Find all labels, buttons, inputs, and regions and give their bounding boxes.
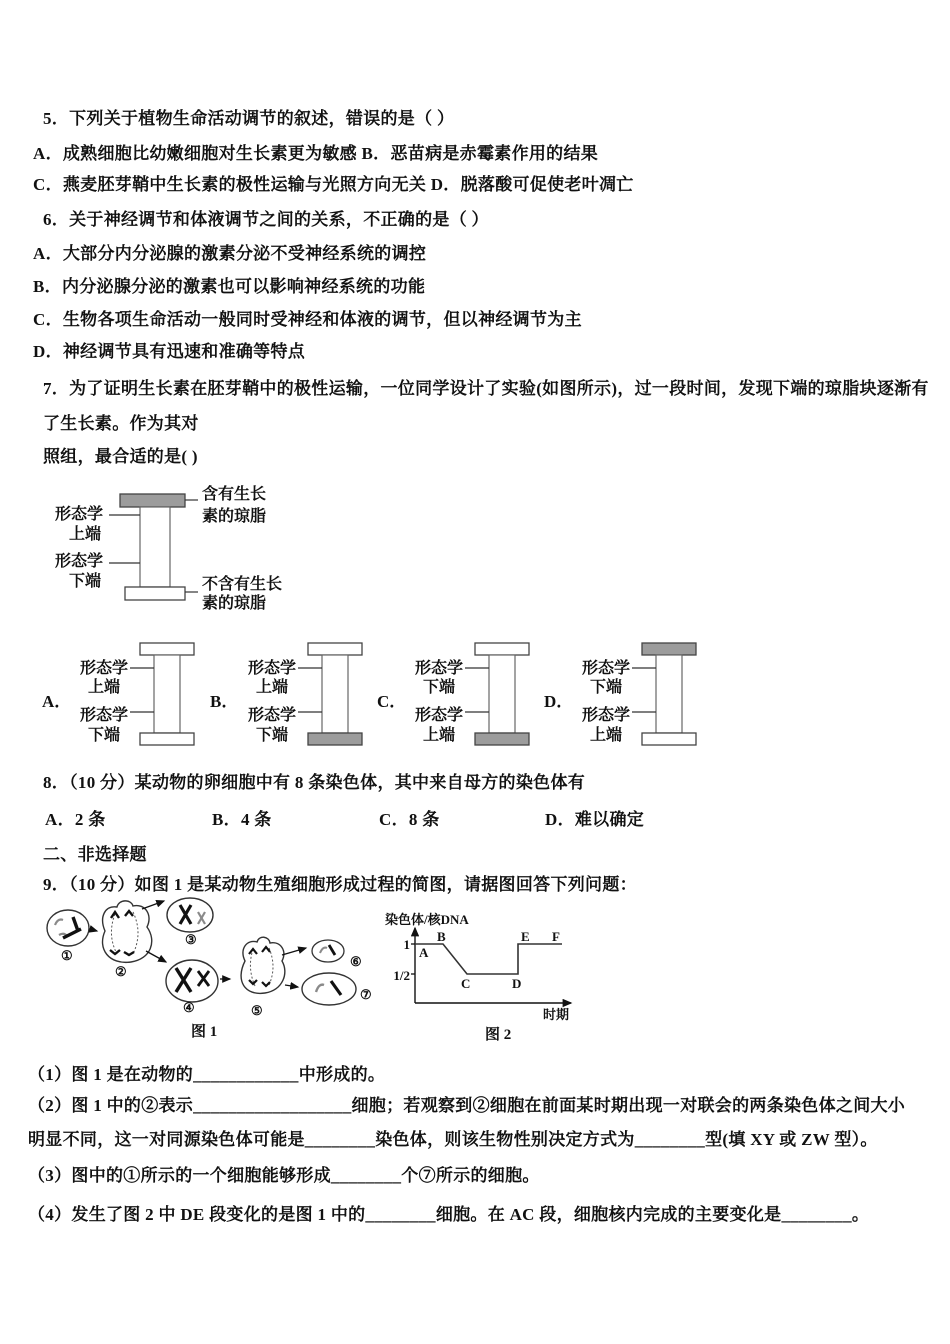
cell-3: [167, 898, 213, 932]
q8-option-d: D．难以确定: [545, 810, 645, 829]
agar-block-bottom: [642, 733, 696, 745]
q7-option-b-figure: [208, 633, 368, 755]
cell-6-label: ⑥: [350, 954, 362, 969]
label-morph: 形态学: [414, 707, 464, 724]
figure1-caption: 图 1: [191, 1024, 218, 1040]
label-morph: 形态学: [581, 660, 631, 677]
q7-stem-line1: 7．为了证明生长素在胚芽鞘中的极性运输，一位同学设计了实验(如图所示)，过一段时间，发现下端的琼脂块逐渐有: [43, 379, 929, 398]
q9-figure1-cell-diagram: [35, 893, 390, 1045]
q5-options-ab: A．成熟细胞比幼嫩细胞对生长素更为敏感 B．恶苗病是赤霉素作用的结果: [33, 144, 599, 163]
option-letter: D．: [544, 692, 574, 711]
q7-main-figure: [45, 480, 295, 615]
cell-5: [241, 937, 285, 993]
agar-block-top: [475, 643, 529, 655]
label-end: 下端: [422, 679, 456, 696]
coleoptile-column: [656, 655, 682, 733]
x-axis-title: 时期: [543, 1007, 570, 1022]
label-morph: 形态学: [414, 660, 464, 677]
label-lower: 下端: [69, 573, 102, 590]
cell-5-label: ⑤: [251, 1003, 263, 1018]
q7-option-d-figure: [542, 633, 702, 755]
option-letter: B．: [210, 692, 239, 711]
q6-option-d: D．神经调节具有迅速和准确等特点: [33, 342, 306, 361]
q5-stem: 5．下列关于植物生命活动调节的叙述，错误的是（ ）: [43, 109, 455, 128]
q8-option-a: A．2 条: [45, 810, 106, 829]
option-letter: A．: [42, 692, 72, 711]
cell-4-label: ④: [183, 1000, 195, 1015]
y-axis-title: 染色体/核DNA: [385, 912, 469, 927]
coleoptile-column: [154, 655, 180, 733]
label-end: 上端: [422, 727, 456, 744]
point-label-c: C: [461, 976, 471, 991]
coleoptile-column: [140, 507, 170, 587]
q8-option-b: B．4 条: [212, 810, 272, 829]
label-end: 下端: [87, 727, 121, 744]
label-morph: 形态学: [79, 707, 129, 724]
q9-stem: 9．（10 分）如图 1 是某动物生殖细胞形成过程的简图，请据图回答下列问题：: [43, 875, 637, 894]
label-morph: 形态学: [581, 707, 631, 724]
label-morph: 形态学: [55, 553, 104, 570]
cell-3-label: ③: [185, 932, 197, 947]
q9-sub2: （2）图 1 中的②表示__________________细胞；若观察到②细胞在前面某时期出现一对联会的两条染色体之间大小: [28, 1096, 906, 1115]
section-heading: 二、非选择题: [43, 845, 147, 864]
label-agar-with-auxin-2: 素的琼脂: [202, 508, 267, 525]
label-morph: 形态学: [247, 660, 297, 677]
q9-sub3: （3）图中的①所示的一个细胞能够形成________个⑦所示的细胞。: [28, 1166, 540, 1185]
agar-block-bottom: [140, 733, 194, 745]
label-morph: 形态学: [247, 707, 297, 724]
agar-block-bottom: [475, 733, 529, 745]
coleoptile-column: [322, 655, 348, 733]
arrow: [285, 985, 298, 987]
agar-block-bottom: [308, 733, 362, 745]
label-morph: 形态学: [79, 660, 129, 677]
q8-option-c: C．8 条: [379, 810, 440, 829]
label-end: 上端: [255, 679, 289, 696]
coleoptile-column: [489, 655, 515, 733]
y-tick-label-half: 1/2: [393, 968, 410, 983]
q6-option-b: B．内分泌腺分泌的激素也可以影响神经系统的功能: [33, 277, 426, 296]
agar-block-top: [642, 643, 696, 655]
label-end: 下端: [255, 727, 289, 744]
q6-option-a: A．大部分内分泌腺的激素分泌不受神经系统的调控: [33, 244, 427, 263]
label-morph: 形态学: [55, 506, 104, 523]
q8-stem: 8．（10 分）某动物的卵细胞中有 8 条染色体，其中来自母方的染色体有: [43, 773, 586, 792]
point-label-d: D: [512, 976, 522, 991]
arrow: [146, 951, 166, 962]
label-end: 上端: [589, 727, 623, 744]
cell-1: [47, 910, 89, 946]
q9-figure2-chart: [375, 898, 590, 1045]
point-label-a: A: [419, 945, 429, 960]
agar-block-top: [308, 643, 362, 655]
label-agar-without-auxin-1: 不含有生长: [202, 576, 283, 593]
point-label-f: F: [552, 929, 560, 944]
q9-sub4: （4）发生了图 2 中 DE 段变化的是图 1 中的________细胞。在 AC 段，细胞核内完成的主要变化是________。: [28, 1205, 870, 1224]
q6-option-c: C．生物各项生命活动一般同时受神经和体液的调节，但以神经调节为主: [33, 310, 582, 329]
q7-option-c-figure: [375, 633, 535, 755]
point-label-b: B: [437, 929, 446, 944]
cell-6: [312, 940, 344, 962]
cell-7: [302, 973, 356, 1005]
q6-stem: 6．关于神经调节和体液调节之间的关系，不正确的是（ ）: [43, 210, 489, 229]
option-letter: C．: [377, 692, 407, 711]
point-label-e: E: [521, 929, 530, 944]
agar-block-top: [120, 494, 185, 507]
data-line: [415, 944, 562, 974]
q5-options-cd: C．燕麦胚芽鞘中生长素的极性运输与光照方向无关 D．脱落酸可促使老叶凋亡: [33, 175, 634, 194]
q7-stem-line2: 了生长素。作为其对: [43, 414, 199, 433]
label-end: 上端: [87, 679, 121, 696]
arrow: [90, 929, 97, 931]
q7-option-a-figure: [40, 633, 200, 755]
agar-block-top: [140, 643, 194, 655]
cell-2-label: ②: [115, 964, 127, 979]
cell-7-label: ⑦: [360, 987, 372, 1002]
label-agar-without-auxin-2: 素的琼脂: [202, 595, 267, 612]
q9-sub1: （1）图 1 是在动物的____________中形成的。: [28, 1065, 386, 1084]
figure2-caption: 图 2: [485, 1027, 512, 1043]
arrow: [142, 901, 164, 909]
label-upper: 上端: [69, 526, 102, 543]
q9-sub2-cont: 明显不同，这一对同源染色体可能是________染色体，则该生物性别决定方式为________型(填 XY 或 ZW 型）。: [28, 1130, 878, 1149]
q7-stem-line3: 照组，最合适的是( ): [43, 447, 198, 466]
cell-4: [166, 960, 218, 1002]
arrow: [282, 948, 306, 955]
cell-1-label: ①: [61, 948, 73, 963]
agar-block-bottom: [125, 587, 185, 600]
label-agar-with-auxin-1: 含有生长: [202, 486, 267, 503]
y-tick-label-1: 1: [403, 937, 410, 952]
label-end: 下端: [589, 679, 623, 696]
